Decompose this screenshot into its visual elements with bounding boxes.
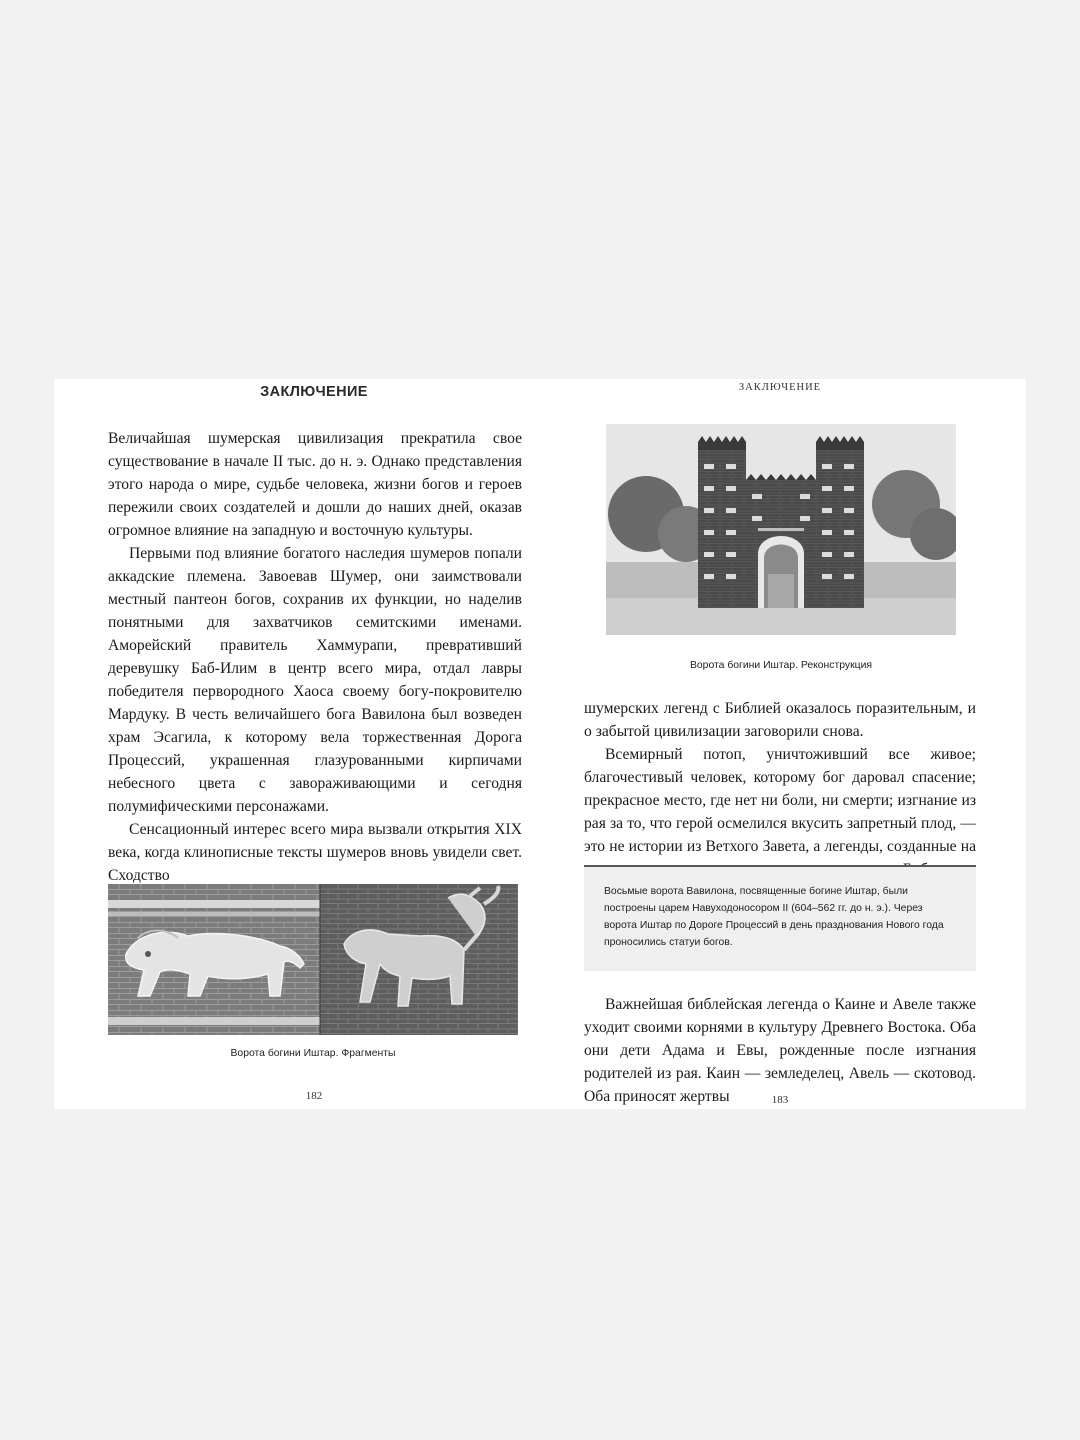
left-paragraph-2: Первыми под влияние богатого наследия шумеров попали аккадские племена. Завоевав Шумер, они заимствовали местный пантеон богов, сохранив их функции, но наделив понятными для захватчиков семитскими именами. Аморейский правитель Хаммурапи, превративший деревушку Баб-Илим в центр всего мира, отдал лавры победителя первородного Хаоса своему богу-покровителю Мардуку. В честь величайшего бога Вавилона был возведен храм Эсагила, к которому вела торжественная Дорога Процессий, украшенная глазурованными кирпичами небесного цвета с завораживающими и сегодня полумифическими персонажами. — [108, 545, 522, 815]
left-figure-caption: Ворота богини Иштар. Фрагменты — [230, 1048, 396, 1059]
right-figure-caption: Ворота богини Иштар. Реконструкция — [689, 660, 873, 671]
left-paragraph-3: Сенсационный интерес всего мира вызвали открытия XIX века, когда клинописные тексты шумеров вновь увидели свет. Сходство — [108, 821, 522, 884]
sidebar-note-text: Восьмые ворота Вавилона, посвященные богине Иштар, были построены царем Навуходоносором II (604–562 гг. до н. э.). Через ворота Иштар по Дороге Процессий в день празднования Нового года проносились статуи богов. — [604, 886, 944, 948]
right-paragraph-3: Важнейшая библейская легенда о Каине и Авеле также уходит своими корнями в культуру Древнего Востока. Оба они дети Адама и Евы, рожденные после изгнания родителей из рая. Каин — земледелец, Авель — скотовод. Оба приносят жертвы — [584, 996, 976, 1105]
left-body-text — [108, 427, 522, 887]
left-running-head: ЗАКЛЮЧЕНИЕ — [260, 384, 368, 400]
right-page — [540, 379, 1026, 1109]
left-page — [54, 379, 540, 1109]
book-spread — [54, 379, 1026, 1109]
right-paragraph-2: Всемирный потоп, уничтоживший все живое; благочестивый человек, которому бог даровал спасение; прекрасное место, где нет ни боли, ни смерти; изгнание из рая за то, что герой осмелился вкусить запретный плод, — это не истории из Ветхого Завета, а легенды, созданные на — [584, 746, 976, 855]
left-page-number: 182 — [305, 1090, 323, 1102]
right-body-text — [584, 697, 976, 881]
right-body-text-continued — [584, 993, 976, 1108]
sidebar-note — [584, 865, 976, 971]
right-page-number: 183 — [771, 1094, 789, 1106]
ishtar-gate-reconstruction-photo — [606, 424, 956, 635]
left-paragraph-1: Величайшая шумерская цивилизация прекратила свое существование в начале II тыс. до н. э. Однако представления этого народа о мире, судьбе человека, жизни богов и героев пережили своих создателей и дошли до наших дней, оказав огромное влияние на западную и восточную культуры. — [108, 430, 522, 539]
right-paragraph-1: шумерских легенд с Библией оказалось поразительным, и о забытой цивилизации заговорили снова. — [584, 700, 976, 740]
ishtar-gate-fragments-photo — [108, 884, 518, 1035]
right-running-head: ЗАКЛЮЧЕНИЕ — [738, 382, 822, 393]
